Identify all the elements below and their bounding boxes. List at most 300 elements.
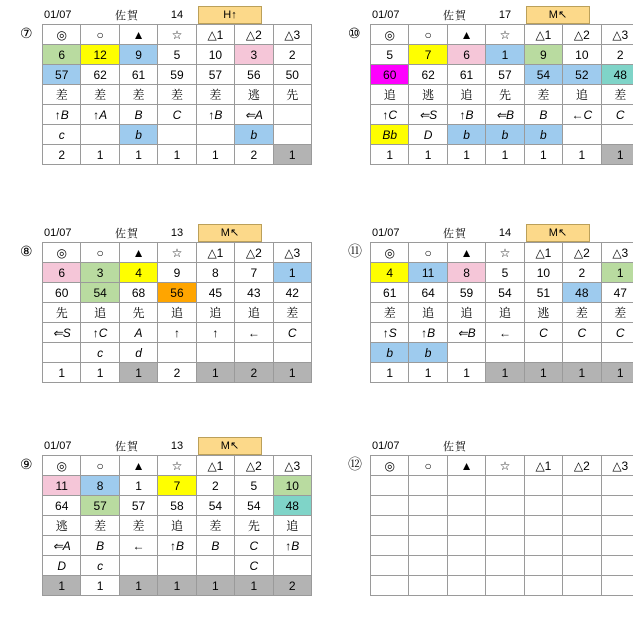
table-cell [409,476,447,496]
table-row [43,105,312,125]
block-10 [348,6,633,165]
table-cell: 2 [158,363,196,383]
table-cell: 2 [235,363,273,383]
table-row [43,516,312,536]
column-header-cell: ▲ [447,243,485,263]
race-table [42,24,312,165]
table-cell [563,496,601,516]
column-header-cell: ◎ [371,456,409,476]
table-cell [81,125,119,145]
table-cell: 逃 [235,85,273,105]
header-date: 01/07 [44,227,72,239]
header-class-badge: M↖ [526,6,590,24]
table-cell [486,476,524,496]
table-cell: 1 [119,576,157,596]
table-cell: 差 [119,85,157,105]
table-cell: 2 [563,263,601,283]
table-cell: b [486,125,524,145]
table-cell [601,343,633,363]
column-header-cell: ▲ [119,25,157,45]
table-cell [524,343,562,363]
table-cell: 差 [601,85,633,105]
table-cell: 先 [119,303,157,323]
table-cell [601,516,633,536]
table-cell: 差 [601,303,633,323]
table-row [371,263,633,283]
table-cell [486,536,524,556]
block-header [42,224,312,242]
table-cell [371,556,409,576]
table-cell: A [119,323,157,343]
column-header-cell: ○ [409,25,447,45]
table-cell: 58 [158,496,196,516]
table-cell: 追 [447,85,485,105]
table-cell: 56 [158,283,196,303]
column-header-cell: ◎ [371,243,409,263]
table-cell: 1 [235,576,273,596]
table-cell: 61 [119,65,157,85]
column-header-cell: ◎ [43,456,81,476]
table-cell: C [601,323,633,343]
table-cell [371,536,409,556]
table-header-row [43,243,312,263]
table-cell: 1 [119,145,157,165]
table-cell: 差 [524,85,562,105]
table-row [43,576,312,596]
table-row [371,85,633,105]
table-cell: ←C [563,105,601,125]
block-7 [20,6,312,165]
table-cell: C [601,105,633,125]
table-cell: 逃 [43,516,81,536]
table-row [43,363,312,383]
block-body [20,455,312,596]
table-cell: 差 [81,516,119,536]
block-header [42,6,312,24]
table-cell: 59 [158,65,196,85]
table-cell: 7 [235,263,273,283]
table-cell: ↑S [371,323,409,343]
table-cell [601,496,633,516]
table-cell: 1 [601,145,633,165]
table-cell: 1 [43,576,81,596]
table-cell: 差 [371,303,409,323]
table-cell: C [235,536,273,556]
table-cell: c [43,125,81,145]
table-cell [486,343,524,363]
table-cell: 追 [196,303,234,323]
header-race-number: 14 [498,227,512,239]
table-cell: 54 [486,283,524,303]
table-cell: 6 [43,263,81,283]
table-cell: 1 [409,363,447,383]
table-cell: b [371,343,409,363]
column-header-cell: △3 [601,25,633,45]
column-header-cell: △2 [235,25,273,45]
table-cell: 2 [601,45,633,65]
table-cell [447,476,485,496]
table-cell: 57 [81,496,119,516]
table-cell: 追 [447,303,485,323]
table-row [371,343,633,363]
table-cell: 4 [371,263,409,283]
table-row [371,45,633,65]
table-cell: 60 [43,283,81,303]
block-index: ⑧ [20,243,33,259]
table-cell [409,556,447,576]
table-cell: b [119,125,157,145]
block-header [370,224,633,242]
table-row [371,556,633,576]
column-header-cell: △3 [273,456,311,476]
race-table [370,24,633,165]
table-cell: ⇐A [43,536,81,556]
table-cell: ⇐A [235,105,273,125]
column-header-cell: △2 [235,243,273,263]
column-header-cell: △2 [563,25,601,45]
table-cell [158,343,196,363]
table-cell: 追 [563,85,601,105]
table-row [43,303,312,323]
table-cell [524,556,562,576]
table-cell [486,516,524,536]
header-date: 01/07 [44,440,72,452]
table-cell: C [158,105,196,125]
header-place: 佐賀 [115,228,139,240]
table-cell: ⇐B [447,323,485,343]
table-cell: C [273,323,311,343]
table-cell [447,576,485,596]
table-cell: C [524,323,562,343]
table-cell: 3 [81,263,119,283]
table-cell: 逃 [409,85,447,105]
table-cell: ← [119,536,157,556]
table-cell: 51 [524,283,562,303]
table-cell: ↑B [273,536,311,556]
table-cell: 差 [196,516,234,536]
table-cell: 1 [409,145,447,165]
table-cell [371,476,409,496]
table-row [371,105,633,125]
table-cell: Bb [371,125,409,145]
table-cell: 57 [119,496,157,516]
table-cell [524,536,562,556]
header-date: 01/07 [372,227,400,239]
table-cell [563,125,601,145]
table-cell: 2 [273,45,311,65]
header-class-badge [526,438,588,454]
table-cell: 54 [81,283,119,303]
table-cell: 差 [273,303,311,323]
block-body [348,24,633,165]
table-cell [196,125,234,145]
table-cell [409,516,447,536]
table-cell: 1 [196,576,234,596]
column-header-cell: △2 [563,456,601,476]
table-cell [273,125,311,145]
table-row [371,303,633,323]
table-cell [196,343,234,363]
table-cell: C [563,323,601,343]
table-cell [447,556,485,576]
column-header-cell: ☆ [158,25,196,45]
block-9 [20,437,312,596]
table-cell: b [235,125,273,145]
table-cell: ↑B [447,105,485,125]
header-race-number: 17 [498,9,512,21]
table-cell: 61 [447,65,485,85]
table-row [43,145,312,165]
table-row [371,496,633,516]
table-header-row [371,456,633,476]
table-cell: 追 [273,516,311,536]
table-cell [409,496,447,516]
table-cell [273,556,311,576]
header-date: 01/07 [44,9,72,21]
header-place: 佐賀 [115,10,139,22]
table-cell: 4 [119,263,157,283]
table-cell: 12 [81,45,119,65]
table-cell: 2 [43,145,81,165]
table-cell: 追 [235,303,273,323]
table-cell [601,476,633,496]
table-cell: 62 [81,65,119,85]
block-header [42,437,312,455]
table-cell: 6 [43,45,81,65]
table-cell: 1 [196,363,234,383]
table-cell [601,125,633,145]
column-header-cell: △1 [524,243,562,263]
table-cell: 追 [158,303,196,323]
table-cell [119,556,157,576]
table-cell: 1 [486,45,524,65]
table-cell: 差 [81,85,119,105]
table-row [371,125,633,145]
column-header-cell: ☆ [486,25,524,45]
table-cell: 9 [158,263,196,283]
table-cell [524,576,562,596]
table-cell: ↑B [196,105,234,125]
table-cell: ↑ [196,323,234,343]
table-cell [486,576,524,596]
header-race-number: 14 [170,9,184,21]
header-race-number: 13 [170,227,184,239]
header-place: 佐賀 [443,10,467,22]
table-cell: D [43,556,81,576]
race-table [42,455,312,596]
table-cell [601,556,633,576]
table-cell: 1 [563,363,601,383]
column-header-cell: △3 [273,243,311,263]
column-header-cell: ◎ [43,243,81,263]
table-header-row [371,243,633,263]
header-date: 01/07 [372,440,400,452]
table-cell: d [119,343,157,363]
table-cell: 1 [486,145,524,165]
table-cell [486,556,524,576]
table-cell: 10 [524,263,562,283]
table-cell: 5 [235,476,273,496]
table-cell: 10 [563,45,601,65]
table-cell: 1 [371,145,409,165]
block-index: ⑩ [348,25,361,41]
table-cell [273,343,311,363]
table-cell: b [524,125,562,145]
table-cell: 8 [447,263,485,283]
table-cell: 1 [158,145,196,165]
table-cell: 5 [158,45,196,65]
table-cell [235,343,273,363]
header-class-badge: H↑ [198,6,262,24]
table-cell: 2 [235,145,273,165]
table-cell: 1 [81,145,119,165]
table-cell [486,496,524,516]
table-row [43,263,312,283]
table-cell: 追 [486,303,524,323]
table-cell: B [81,536,119,556]
table-cell: 48 [601,65,633,85]
block-index: ⑪ [348,243,362,259]
table-cell [43,343,81,363]
table-cell: ⇐S [43,323,81,343]
table-cell: C [235,556,273,576]
table-cell: 54 [235,496,273,516]
table-cell: ↑B [43,105,81,125]
table-cell: 6 [447,45,485,65]
table-cell: 1 [43,363,81,383]
race-table [42,242,312,383]
column-header-cell: ○ [81,243,119,263]
column-header-cell: ▲ [447,25,485,45]
column-header-cell: △1 [524,25,562,45]
table-row [43,125,312,145]
table-cell [158,556,196,576]
table-cell: 追 [158,516,196,536]
header-class-badge: M↖ [198,437,262,455]
table-row [371,323,633,343]
table-cell: 1 [601,363,633,383]
header-race-number: 13 [170,440,184,452]
block-8 [20,224,312,383]
table-cell: 52 [563,65,601,85]
table-cell: 1 [119,363,157,383]
table-cell [447,343,485,363]
table-cell: 60 [371,65,409,85]
block-header [370,6,633,24]
column-header-cell: △1 [196,243,234,263]
table-cell: ← [235,323,273,343]
table-cell [158,125,196,145]
block-11 [348,224,633,383]
table-row [43,343,312,363]
table-cell: 1 [601,263,633,283]
table-cell: 64 [43,496,81,516]
table-cell: 64 [409,283,447,303]
table-cell: 追 [409,303,447,323]
table-cell [563,576,601,596]
table-cell: ← [486,323,524,343]
table-cell [447,536,485,556]
table-cell [371,576,409,596]
table-cell: 1 [524,145,562,165]
block-index: ⑫ [348,456,362,472]
column-header-cell: ▲ [119,243,157,263]
column-header-cell: ☆ [158,243,196,263]
table-cell [447,496,485,516]
table-cell: ↑C [371,105,409,125]
table-cell [273,105,311,125]
table-row [371,363,633,383]
table-cell: 54 [524,65,562,85]
table-cell: 9 [524,45,562,65]
table-cell: 1 [563,145,601,165]
table-cell [371,496,409,516]
table-row [43,323,312,343]
table-cell: 先 [486,85,524,105]
column-header-cell: ☆ [486,456,524,476]
table-cell: 2 [273,576,311,596]
column-header-cell: ○ [409,456,447,476]
table-cell [196,556,234,576]
table-cell: 先 [43,303,81,323]
table-cell [563,516,601,536]
table-row [371,536,633,556]
table-cell: 1 [81,576,119,596]
table-cell: 3 [235,45,273,65]
table-cell: 48 [273,496,311,516]
table-row [43,536,312,556]
table-cell: ⇐B [486,105,524,125]
table-cell: 59 [447,283,485,303]
table-row [371,516,633,536]
table-cell: 7 [409,45,447,65]
table-row [43,283,312,303]
header-class-badge: M↖ [526,224,590,242]
table-cell: 先 [273,85,311,105]
column-header-cell: ○ [81,456,119,476]
table-cell: 1 [447,145,485,165]
table-cell: 2 [196,476,234,496]
table-cell: b [447,125,485,145]
table-cell: ↑ [158,323,196,343]
table-cell: 差 [119,516,157,536]
table-cell: B [524,105,562,125]
column-header-cell: ▲ [119,456,157,476]
table-cell: 45 [196,283,234,303]
table-cell: ↑B [158,536,196,556]
table-cell: 56 [235,65,273,85]
table-cell: 10 [273,476,311,496]
table-cell: c [81,343,119,363]
table-cell: 逃 [524,303,562,323]
column-header-cell: △3 [601,243,633,263]
block-body [348,455,633,596]
table-row [371,283,633,303]
table-cell: 追 [81,303,119,323]
table-cell [563,536,601,556]
header-date: 01/07 [372,9,400,21]
table-cell: c [81,556,119,576]
table-cell: 1 [81,363,119,383]
table-cell: 差 [196,85,234,105]
table-cell: 8 [81,476,119,496]
table-cell: 1 [524,363,562,383]
table-cell: 62 [409,65,447,85]
table-cell [563,476,601,496]
table-row [371,576,633,596]
table-cell: 48 [563,283,601,303]
table-header-row [43,25,312,45]
